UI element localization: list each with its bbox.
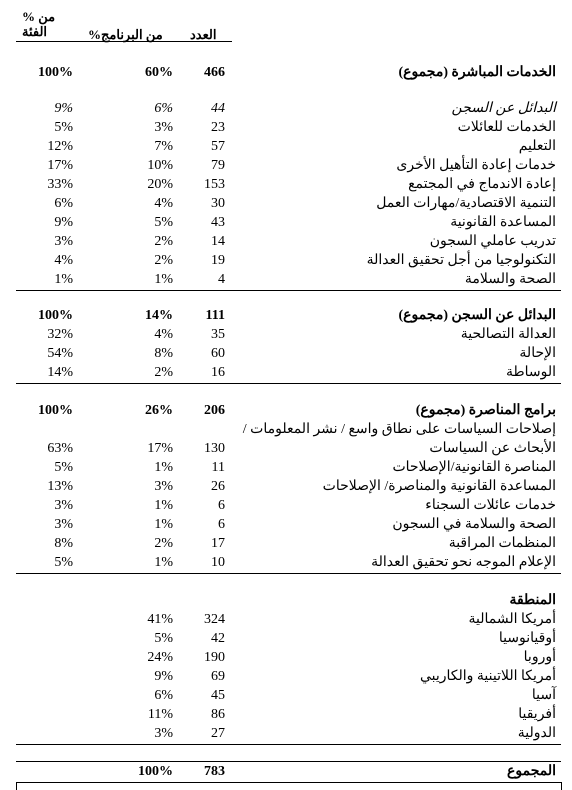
table-row-advocacy-total: 100% 26% 206 برامج المناصرة (مجموع): [38, 403, 556, 418]
table-row: 5% 1% 10 الإعلام الموجه نحو تحقيق العدالة: [54, 555, 556, 570]
header-program-pct: %من البرنامج: [88, 27, 163, 42]
table-row: 3% 27 الدولية: [154, 726, 556, 741]
table-row-grand-total: 100% 783 المجموع: [138, 764, 556, 779]
table-row: 5% 3% 23 الخدمات للعائلات: [54, 120, 556, 135]
section-rule: [16, 290, 561, 291]
total-rule-bottom: [16, 782, 561, 783]
header-category-pct-line1: % من: [22, 9, 56, 24]
table-row: 33% 20% 153 إعادة الاندماج في المجتمع: [47, 177, 556, 192]
table-row: 32% 4% 35 العدالة التصالحية: [47, 327, 556, 342]
table-row: 14% 2% 16 الوساطة: [47, 365, 556, 380]
table-row: إصلاحات السياسات على نطاق واسع / نشر المعلومات /: [242, 422, 556, 437]
table-row: 9% 6% 44 البدائل عن السجن: [54, 101, 556, 116]
table-row: 4% 2% 19 التكنولوجيا من أجل تحقيق العدالة: [54, 253, 556, 268]
table-row: 9% 69 أمريكا اللاتينية والكاريبي: [154, 669, 556, 684]
total-rule-top: [16, 761, 561, 762]
table-row: 8% 2% 17 المنظمات المراقبة: [54, 536, 556, 551]
table-row: 5% 42 أوقيانوسيا: [154, 631, 556, 646]
section-rule: [16, 744, 561, 745]
table-row: 6% 45 آسيا: [154, 688, 556, 703]
header-category-pct-line2: الفئة: [22, 24, 48, 39]
table-row: 3% 1% 6 خدمات عائلات السجناء: [54, 498, 556, 513]
table-row: 5% 1% 11 المناصرة القانونية/الإصلاحات: [54, 460, 556, 475]
table-row: 6% 4% 30 التنمية الاقتصادية/مهارات العمل: [54, 196, 556, 211]
table-row: 13% 3% 26 المساعدة القانونية والمناصرة/ الإصلاحات: [47, 479, 556, 494]
table-row-direct-services-total: 100% 60% 466 الخدمات المباشرة (مجموع): [38, 65, 556, 80]
table-row: 1% 1% 4 الصحة والسلامة: [54, 272, 556, 287]
header-count: العدد: [190, 27, 217, 42]
table-row: 54% 8% 60 الإحالة: [47, 346, 556, 361]
table-row: 3% 1% 6 الصحة والسلامة في السجون: [54, 517, 556, 532]
table-row-alternatives-total: 100% 14% 111 البدائل عن السجن (مجموع): [38, 308, 556, 323]
table-row: 12% 7% 57 التعليم: [47, 139, 556, 154]
table-border-right: [561, 782, 562, 790]
table-row: 9% 5% 43 المساعدة القانونية: [54, 215, 556, 230]
table-row: 11% 86 أفريقيا: [147, 707, 556, 722]
table-row: 41% 324 أمريكا الشمالية: [147, 612, 556, 627]
table-border-left: [16, 782, 17, 790]
table-row: 24% 190 أوروبا: [147, 650, 556, 665]
table-row: 3% 2% 14 تدريب عاملي السجون: [54, 234, 556, 249]
table-row: 63% 17% 130 الأبحاث عن السياسات: [47, 441, 556, 456]
table-row: 17% 10% 79 خدمات إعادة التأهيل الأخرى: [47, 158, 556, 173]
section-rule: [16, 573, 561, 574]
section-rule: [16, 383, 561, 384]
header-rule: [16, 41, 232, 42]
region-title: المنطقة: [509, 593, 556, 608]
